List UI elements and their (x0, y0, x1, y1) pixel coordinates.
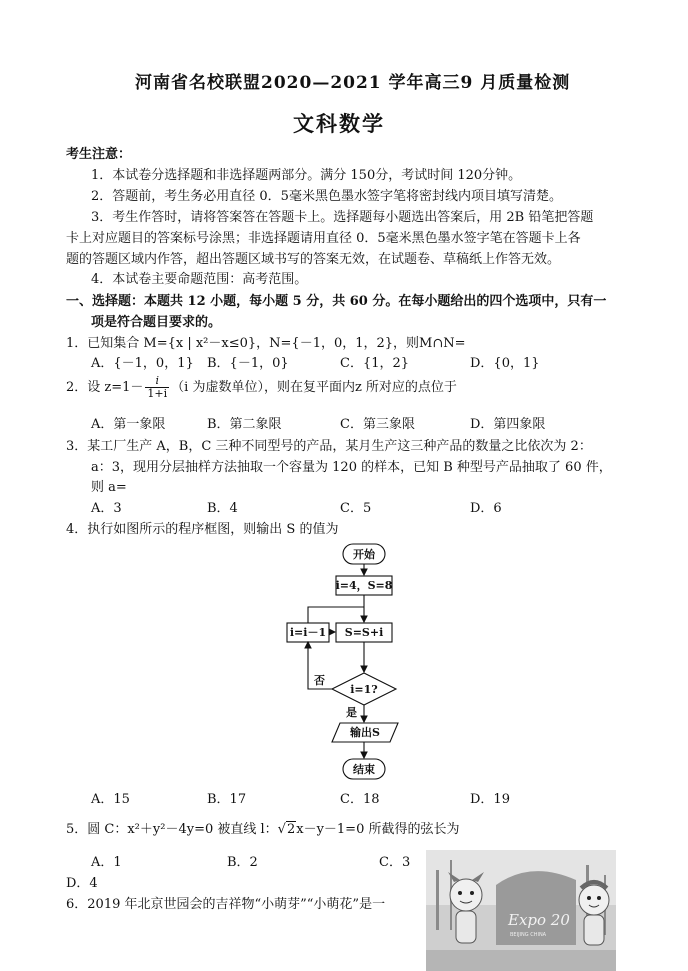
q5-stem: 5．圆 C：x²＋y²－4y=0 被直线 l：√2x－y－1=0 所截得的弦长为 (66, 822, 460, 837)
q2-option-c[interactable]: C．第三象限 (340, 417, 415, 432)
flow-update-i-label: i=i－1 (289, 626, 327, 639)
q3-option-a[interactable]: A．3 (91, 501, 122, 516)
note-4: 4．本试卷主要命题范围：高考范围。 (91, 272, 308, 287)
q4-option-a[interactable]: A．15 (91, 792, 130, 807)
mascot-photo (426, 850, 616, 971)
flow-no-label: 否 (314, 674, 325, 687)
flow-start-label: 开始 (353, 548, 375, 561)
exam-subject: 文科数学 (293, 111, 385, 136)
note-3-line-3: 题的答题区域内作答，超出答题区域书写的答案无效，在试题卷、草稿纸上作答无效。 (66, 252, 561, 267)
q4-option-d[interactable]: D．19 (470, 792, 510, 807)
q4-stem: 4．执行如图所示的程序框图，则输出 S 的值为 (66, 522, 339, 537)
q1-option-d[interactable]: D．{0，1} (470, 356, 540, 371)
q5-sqrt: 2 (286, 822, 296, 837)
note-3-line-2: 卡上对应题目的答案标号涂黑；非选择题请用直径 0．5毫米黑色墨水签字笔在答题卡上各 (66, 231, 581, 246)
q1-option-a[interactable]: A．{－1，0，1} (91, 356, 194, 371)
note-1: 1．本试卷分选择题和非选择题两部分。满分 150分，考试时间 120分钟。 (91, 168, 522, 183)
q4-option-c[interactable]: C．18 (340, 792, 380, 807)
notes-heading: 考生注意： (66, 147, 132, 162)
flow-output-label: 输出S (350, 726, 380, 739)
q3-option-d[interactable]: D．6 (470, 501, 502, 516)
photo-sign-subtext: BEIJING CHINA (510, 932, 547, 938)
mascot-photo-drawing (426, 850, 616, 971)
note-2: 2．答题前，考生务必用直径 0．5毫米黑色墨水签字笔将密封线内项目填写清楚。 (91, 189, 562, 204)
flow-yes-label: 是 (346, 706, 357, 719)
q3-option-c[interactable]: C．5 (340, 501, 372, 516)
q1-stem: 1．已知集合 M={x | x²－x≤0}，N={－1，0，1，2}，则M∩N= (66, 336, 466, 351)
q3-option-b[interactable]: B．4 (207, 501, 238, 516)
q5-option-c[interactable]: C．3 (379, 855, 411, 870)
flow-condition-label: i=1? (350, 683, 378, 696)
q3-line-2: a：3，现用分层抽样方法抽取一个容量为 120 的样本，已知 B 种型号产品抽取了 60 件， (91, 460, 612, 475)
section-heading-line-2: 项是符合题目要求的。 (91, 315, 222, 330)
q3-line-1: 3．某工厂生产 A，B，C 三种不同型号的产品，某月生产这三种产品的数量之比依次为 2： (66, 439, 592, 454)
q2-option-a[interactable]: A．第一象限 (91, 417, 166, 432)
flow-init-label: i=4，S=8 (335, 579, 393, 592)
q1-option-b[interactable]: B．{－1，0} (207, 356, 289, 371)
flow-end-label: 结束 (353, 763, 375, 776)
q2-option-d[interactable]: D．第四象限 (470, 417, 546, 432)
section-heading-line-1: 一、选择题：本题共 12 小题，每小题 5 分，共 60 分。在每小题给出的四个选项中，只有一 (66, 294, 607, 309)
photo-sign-text: Expo 20 (508, 911, 570, 929)
q5-stem-pre: 5．圆 C：x²＋y²－4y=0 被直线 l： (66, 822, 278, 837)
q2-stem-post: （i 为虚数单位），则在复平面内z 所对应的点位于 (171, 380, 457, 395)
q5-stem-post: x－y－1=0 所截得的弦长为 (296, 822, 460, 837)
q2-fraction-denominator: 1+i (147, 387, 168, 400)
q3-line-3: 则 a= (91, 480, 127, 495)
q5-option-a[interactable]: A．1 (91, 855, 122, 870)
q5-option-d[interactable]: D．4 (66, 876, 98, 891)
q1-option-c[interactable]: C．{1，2} (340, 356, 410, 371)
q2-option-b[interactable]: B．第二象限 (207, 417, 282, 432)
exam-title: 河南省名校联盟2020—2021 学年高三9 月质量检测 (135, 73, 571, 93)
q6-stem: 6．2019 年北京世园会的吉祥物“小萌芽”“小萌花”是一 (66, 897, 386, 912)
note-3-line-1: 3．考生作答时，请将答案答在答题卡上。选择题每小题选出答案后，用 2B 铅笔把答题 (91, 210, 594, 225)
q4-option-b[interactable]: B．17 (207, 792, 247, 807)
q5-option-b[interactable]: B．2 (227, 855, 258, 870)
q2-stem-pre: 2．设 z=1－ (66, 380, 144, 395)
q2-fraction-numerator: i (145, 375, 169, 388)
flow-update-s-label: S=S+i (344, 626, 384, 639)
